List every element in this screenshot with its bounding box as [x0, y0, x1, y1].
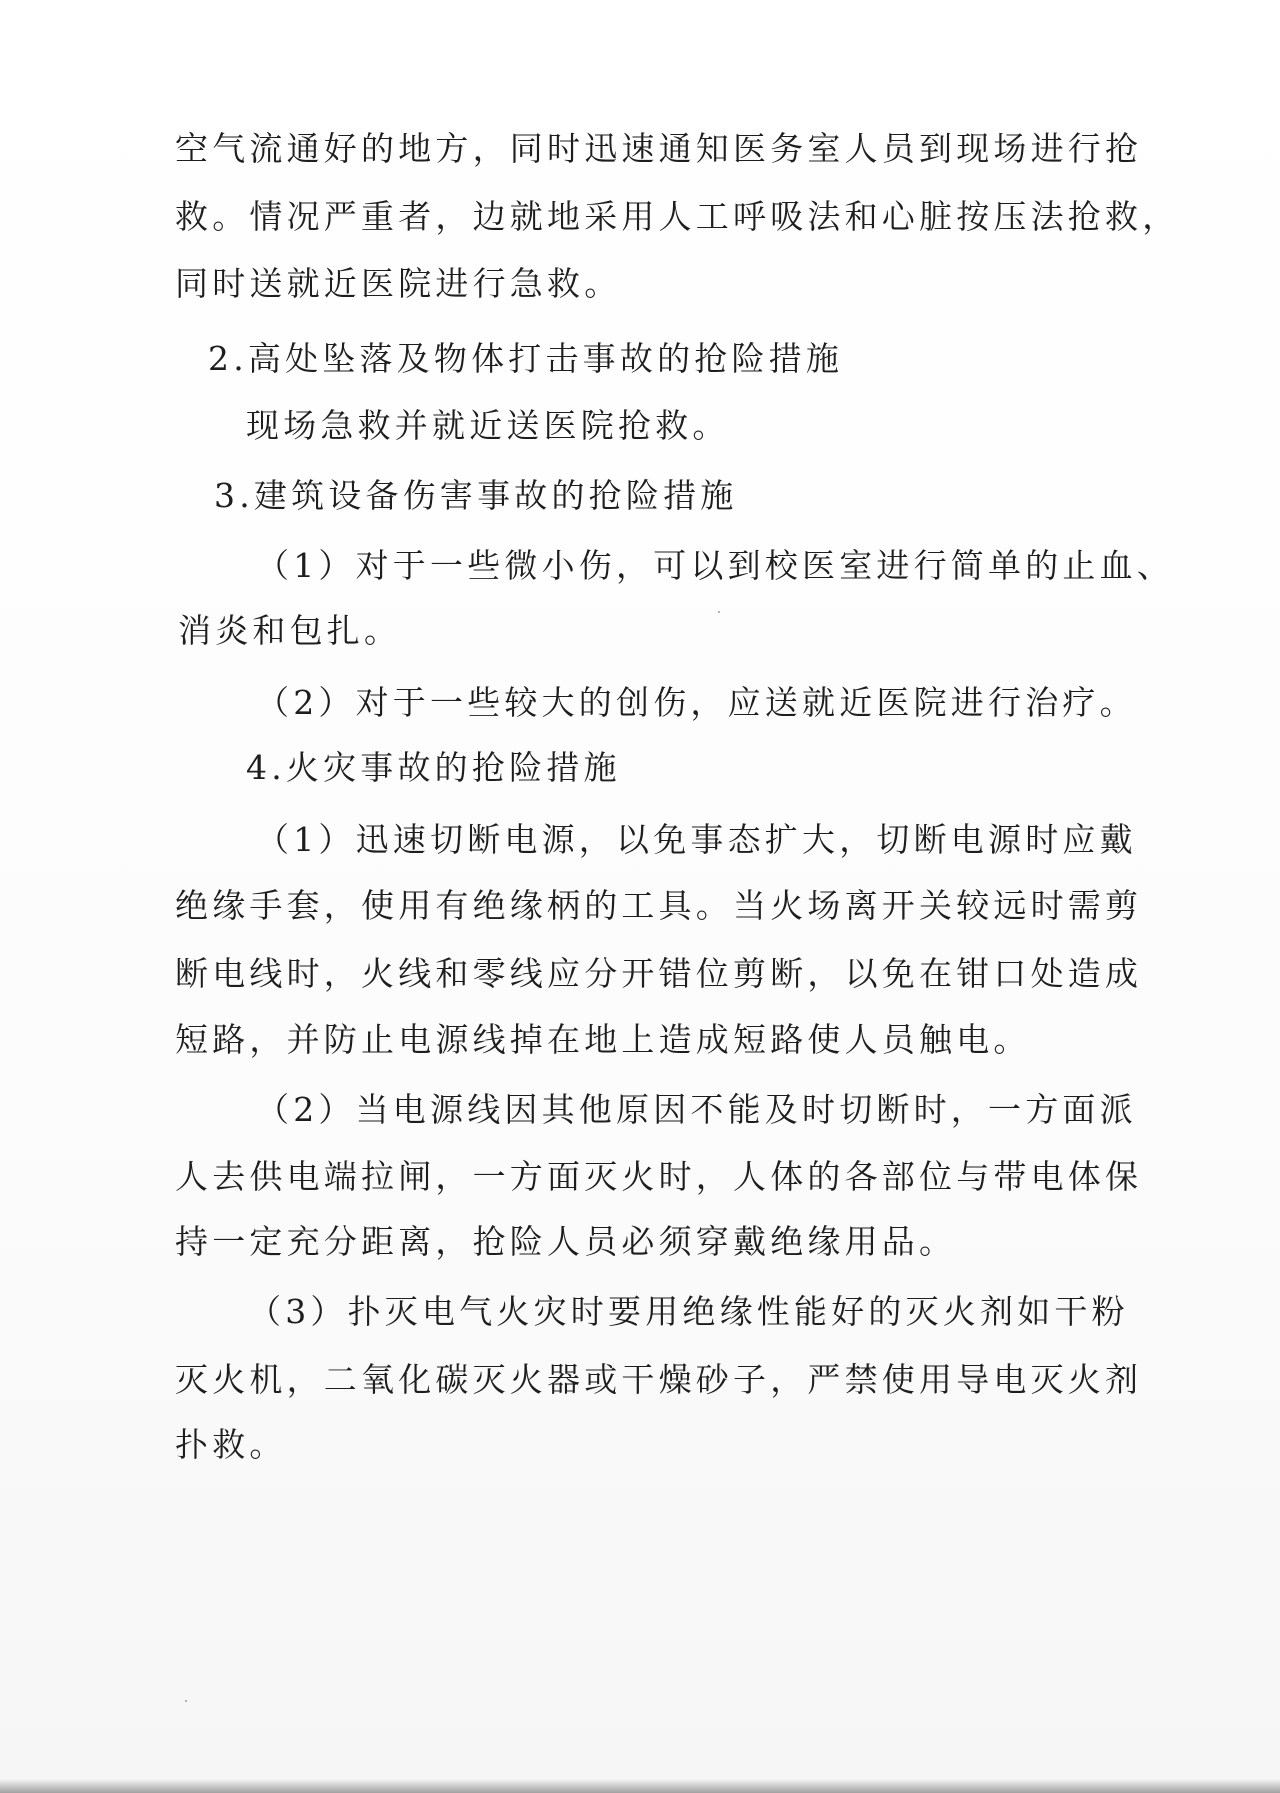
body-text-line: 消炎和包扎。 [178, 611, 402, 650]
body-text-line: 救。情况严重者，边就地采用人工呼吸法和心脏按压法抢救， [175, 197, 1180, 236]
body-text-line: （1）对于一些微小伤，可以到校医室进行简单的止血、 [256, 546, 1174, 585]
body-text-line: （3）扑灭电气火灾时要用绝缘性能好的灭火剂如干粉 [248, 1292, 1129, 1331]
body-text-line: （2）当电源线因其他原因不能及时切断时，一方面派 [256, 1090, 1137, 1129]
body-text-line: （1）迅速切断电源，以免事态扩大，切断电源时应戴 [256, 820, 1137, 859]
body-text-line: 灭火机，二氧化碳灭火器或干燥砂子，严禁使用导电灭火剂 [175, 1360, 1143, 1399]
scan-bottom-edge [0, 1779, 1280, 1793]
body-text-line: 人去供电端拉闸，一方面灭火时，人体的各部位与带电体保 [175, 1157, 1143, 1196]
body-text-line: 扑救。 [175, 1425, 287, 1464]
body-text-line: 短路，并防止电源线掉在地上造成短路使人员触电。 [175, 1020, 1031, 1059]
section-heading: 2.高处坠落及物体打击事故的抢险措施 [208, 339, 844, 378]
body-text-line: 空气流通好的地方，同时迅速通知医务室人员到现场进行抢 [175, 129, 1143, 168]
body-text-line: 现场急救并就近送医院抢救。 [246, 406, 730, 445]
body-text-line: 同时送就近医院进行急救。 [175, 264, 622, 303]
scan-speck [718, 611, 720, 613]
body-text-line: 绝缘手套，使用有绝缘柄的工具。当火场离开关较远时需剪 [175, 886, 1143, 925]
scan-speck [185, 1700, 187, 1702]
section-heading: 3.建筑设备伤害事故的抢险措施 [214, 476, 738, 515]
body-text-line: 断电线时，火线和零线应分开错位剪断，以免在钳口处造成 [175, 954, 1143, 993]
section-heading: 4.火灾事故的抢险措施 [246, 748, 621, 787]
body-text-line: 持一定充分距离，抢险人员必须穿戴绝缘用品。 [175, 1222, 957, 1261]
body-text-line: （2）对于一些较大的创伤，应送就近医院进行治疗。 [256, 683, 1137, 722]
